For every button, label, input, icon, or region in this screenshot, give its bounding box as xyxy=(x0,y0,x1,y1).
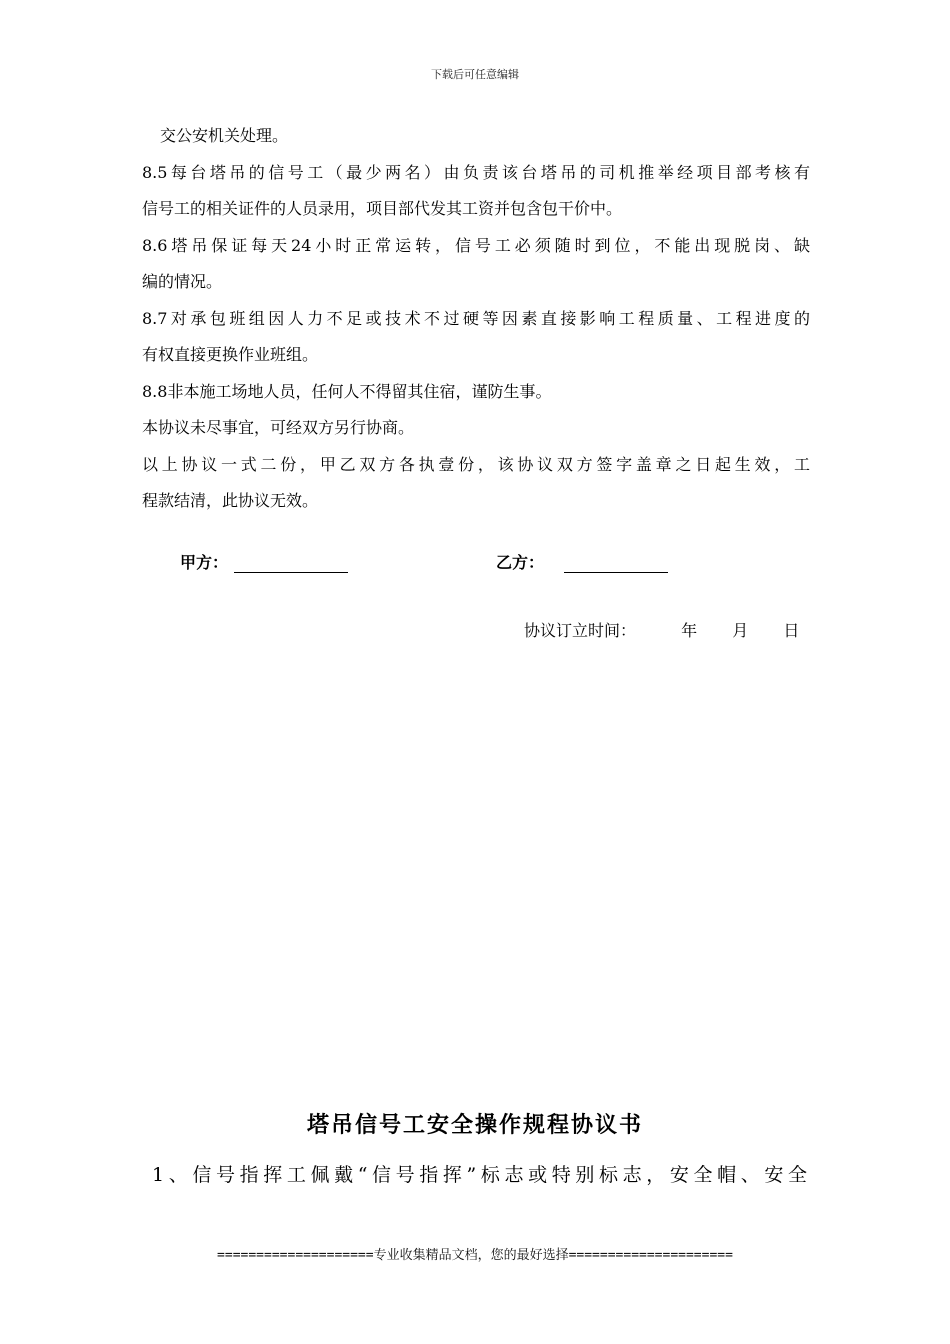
page-header-note: 下载后可任意编辑 xyxy=(431,68,519,81)
party-a-signature-line[interactable] xyxy=(234,554,348,573)
agreement-body xyxy=(142,118,810,520)
agreement-date xyxy=(524,618,799,641)
body-line-6: 8.7对承包班组因人力不足或技术不过硬等因素直接影响工程质量、工程进度的 xyxy=(142,308,810,328)
body-line-2: 8.5每台塔吊的信号工（最少两名）由负责该台塔吊的司机推举经项目部考核有 xyxy=(142,162,810,182)
date-year: 年 xyxy=(681,621,698,640)
date-day: 日 xyxy=(783,621,800,640)
party-a-signature xyxy=(180,550,348,573)
party-b-signature xyxy=(496,550,668,573)
section-title: 塔吊信号工安全操作规程协议书 xyxy=(306,1112,643,1138)
party-b-label: 乙方： xyxy=(496,553,545,572)
body-line-3: 信号工的相关证件的人员录用，项目部代发其工资并包含包干价中。 xyxy=(142,199,623,218)
section-first-line: 1、信号指挥工佩戴“信号指挥”标志或特别标志，安全帽、安全 xyxy=(152,1164,810,1186)
body-line-9: 本协议未尽事宜，可经双方另行协商。 xyxy=(142,418,415,437)
body-line-5: 编的情况。 xyxy=(142,272,223,291)
party-a-label: 甲方： xyxy=(180,553,229,572)
signature-row xyxy=(180,550,780,576)
party-b-signature-line[interactable] xyxy=(564,554,668,573)
body-line-1: 交公安机关处理。 xyxy=(160,126,289,145)
body-line-4: 8.6塔吊保证每天24小时正常运转，信号工必须随时到位，不能出现脱岗、缺 xyxy=(142,235,810,255)
body-line-10: 以上协议一式二份，甲乙双方各执壹份，该协议双方签字盖章之日起生效，工 xyxy=(142,454,810,474)
body-line-7: 有权直接更换作业班组。 xyxy=(142,345,319,364)
date-label: 协议订立时间： xyxy=(524,621,637,640)
body-line-8: 8.8非本施工场地人员，任何人不得留其住宿，谨防生事。 xyxy=(142,381,552,401)
date-month: 月 xyxy=(732,621,749,640)
body-line-11: 程款结清，此协议无效。 xyxy=(142,491,319,510)
page-footer-note: ====================专业收集精品文档，您的最好选择===================== xyxy=(217,1248,733,1263)
